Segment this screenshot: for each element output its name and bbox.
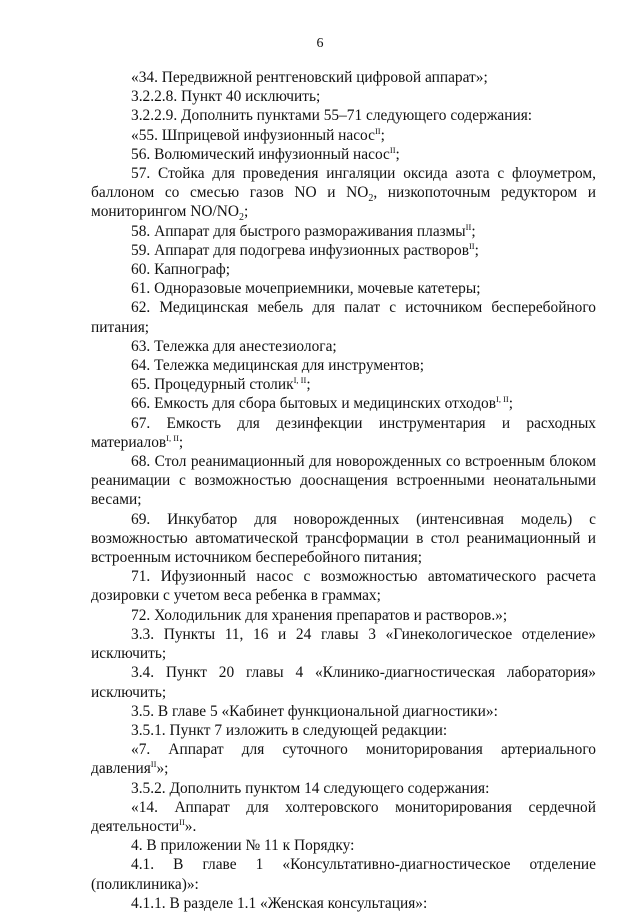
document-paragraph: [91, 222, 596, 241]
paragraph-text: 64. Тележка медицинская для инструментов;: [131, 357, 424, 375]
document-paragraph: [91, 510, 596, 568]
document-paragraph: [91, 260, 596, 279]
subscript-mark: 2: [368, 193, 374, 205]
paragraph-text: 72. Холодильник для хранения препаратов и растворов.»;: [131, 606, 508, 624]
paragraph-text: 3.5. В главе 5 «Кабинет функциональной диагностики»:: [131, 702, 498, 720]
paragraph-text: »;: [156, 760, 169, 778]
superscript-mark: II: [150, 759, 157, 770]
superscript-mark: II: [179, 816, 185, 827]
document-paragraph: [91, 87, 596, 106]
paragraph-text: ;: [471, 222, 476, 240]
paragraph-text: 3.2.2.9. Дополнить пунктами 55–71 следующего содержания:: [131, 107, 533, 125]
paragraph-text: 4.1. В главе 1 «Консультативно-диагностическое отделение (поликлиника)»:: [91, 856, 596, 893]
paragraph-text: ;: [306, 376, 311, 394]
document-paragraph: [91, 779, 596, 798]
document-paragraph: [91, 740, 596, 778]
document-paragraph: [91, 337, 596, 356]
document-paragraph: [91, 606, 596, 625]
document-paragraph: [91, 164, 596, 222]
paragraph-text: 3.5.1. Пункт 7 изложить в следующей редакции:: [131, 721, 448, 739]
document-paragraph: [91, 375, 596, 394]
document-paragraph: [91, 663, 596, 701]
document-paragraph: [91, 298, 596, 336]
superscript-mark: I, II: [166, 432, 179, 443]
paragraph-text: ;: [178, 433, 184, 451]
paragraph-text: «7. Аппарат для суточного мониторирования артериального давления: [91, 741, 596, 778]
document-body: [91, 68, 596, 913]
document-paragraph: [91, 414, 596, 452]
document-paragraph: [91, 702, 596, 721]
paragraph-text: 61. Одноразовые мочеприемники, мочевые катетеры;: [131, 280, 481, 298]
superscript-mark: II: [374, 125, 381, 136]
paragraph-text: «55. Шприцевой инфузионный насос: [131, 126, 375, 144]
paragraph-text: 71. Ифузионный насос с возможностью автоматического расчета дозировки с учетом веса ребенка в граммах;: [91, 568, 596, 605]
paragraph-text: 58. Аппарат для быстрого размораживания плазмы: [131, 222, 466, 240]
paragraph-text: 4. В приложении № 11 к Порядку:: [131, 837, 355, 855]
document-paragraph: [91, 106, 596, 125]
document-paragraph: [91, 145, 596, 164]
superscript-mark: I, II: [293, 375, 307, 386]
paragraph-text: 3.2.2.8. Пункт 40 исключить;: [131, 88, 321, 106]
document-paragraph: [91, 567, 596, 605]
paragraph-text: 3.4. Пункт 20 главы 4 «Клинико-диагностическая лаборатория» исключить;: [91, 664, 596, 701]
document-paragraph: [91, 279, 596, 298]
paragraph-text: «34. Передвижной рентгеновский цифровой аппарат»;: [131, 69, 488, 86]
paragraph-text: 3.5.2. Дополнить пунктом 14 следующего содержания:: [131, 779, 490, 797]
paragraph-text: ;: [395, 145, 400, 163]
document-paragraph: [91, 798, 596, 836]
paragraph-text: 65. Процедурный столик: [131, 376, 294, 394]
superscript-mark: I, II: [496, 394, 509, 405]
document-paragraph: [91, 241, 596, 260]
paragraph-text: 57. Стойка для проведения ингаляции оксида азота с флоуметром, баллоном со смесью газов NO и NO: [91, 165, 596, 202]
paragraph-text: ;: [380, 126, 385, 144]
document-paragraph: [91, 855, 596, 893]
document-paragraph: [91, 68, 596, 87]
document-paragraph: [91, 452, 596, 510]
paragraph-text: 69. Инкубатор для новорожденных (интенсивная модель) с возможностью автоматической трансформации в стол реанимационный и встроенным источником бесперебойного питания;: [91, 510, 596, 567]
paragraph-text: 3.3. Пункты 11, 16 и 24 главы 3 «Гинекологическое отделение» исключить;: [91, 625, 596, 663]
paragraph-text: 56. Волюмический инфузионный насос: [131, 145, 390, 163]
superscript-mark: II: [389, 144, 396, 155]
document-paragraph: [91, 894, 596, 913]
paragraph-text: ;: [474, 241, 479, 259]
paragraph-text: 60. Капнограф;: [131, 261, 231, 279]
paragraph-text: , низкопоточным редуктором и мониторингом NO/NO: [91, 184, 596, 221]
paragraph-text: 4.1.1. В разделе 1.1 «Женская консультация»:: [131, 894, 428, 912]
paragraph-text: 68. Стол реанимационный для новорожденных со встроенным блоком реанимации с возможностью дооснащения встроенными неонатальными весами;: [91, 453, 596, 509]
superscript-mark: II: [468, 240, 475, 251]
paragraph-text: ;: [243, 203, 249, 221]
paragraph-text: 66. Емкость для сбора бытовых и медицинских отходов: [131, 395, 497, 413]
paragraph-text: ;: [508, 395, 514, 413]
paragraph-text: 67. Емкость для дезинфекции инструментария и расходных материалов: [91, 414, 596, 451]
page-number: 6: [316, 36, 324, 51]
superscript-mark: II: [465, 221, 472, 232]
document-paragraph: [91, 836, 596, 855]
paragraph-text: 59. Аппарат для подогрева инфузионных растворов: [131, 241, 469, 259]
document-paragraph: [91, 126, 596, 145]
paragraph-text: «14. Аппарат для холтеровского мониторирования сердечной деятельности: [91, 798, 596, 835]
document-paragraph: [91, 394, 596, 413]
document-paragraph: [91, 721, 596, 740]
document-paragraph: [91, 356, 596, 375]
paragraph-text: 62. Медицинская мебель для палат с источником бесперебойного питания;: [91, 299, 596, 336]
subscript-mark: 2: [238, 212, 244, 224]
paragraph-text: ».: [184, 817, 197, 835]
document-paragraph: [91, 625, 596, 663]
paragraph-text: 63. Тележка для анестезиолога;: [131, 337, 337, 355]
